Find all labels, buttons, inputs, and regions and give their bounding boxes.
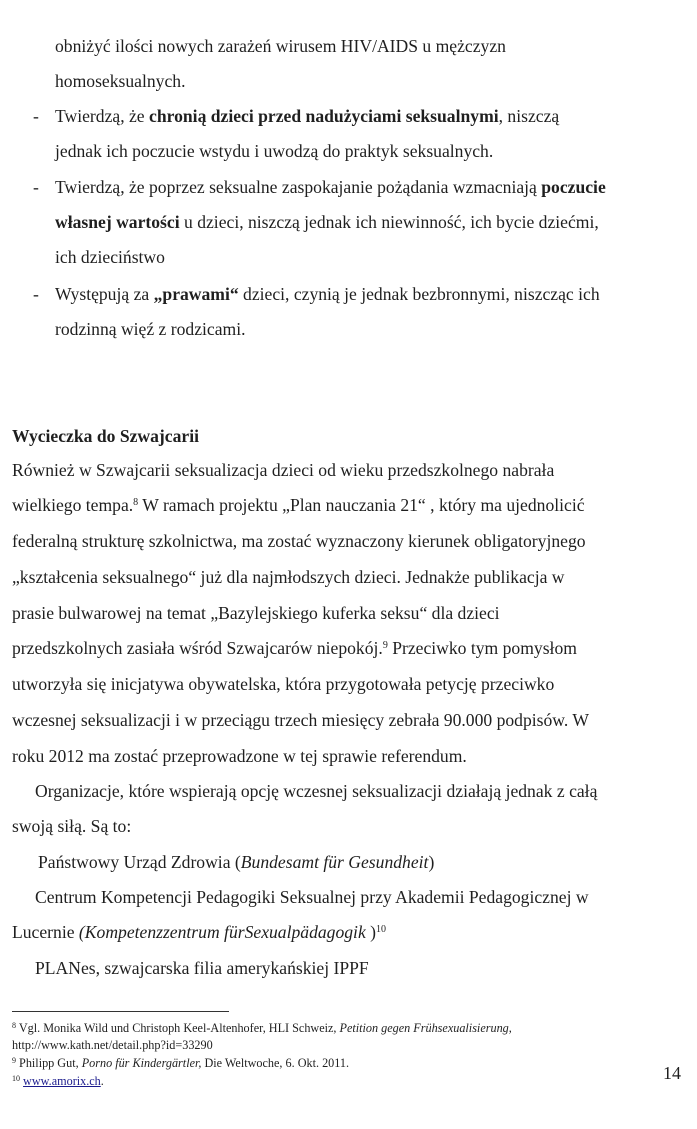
footnote-8 [12,1020,512,1036]
footnote-ref[interactable]: 9 [382,640,388,651]
text-run: Twierdzą, że [55,106,150,126]
paragraph-line: prasie bulwarowej na temat „Bazylejskiego kuferka seksu“ dla dzieci [12,603,500,623]
bold-text: własnej wartości [55,212,180,232]
paragraph-line: utworzyła się inicjatywa obywatelska, która przygotowała petycję przeciwko [12,674,555,694]
footnote-ref[interactable]: 8 [133,497,139,508]
paragraph-line: federalną strukturę szkolnictwa, ma zostać wyznaczony kierunek obligatoryjnego [12,531,586,551]
footnote-10 [12,1073,104,1089]
bold-text: „prawami“ [153,284,239,304]
text-run: Państwowy Urząd Zdrowia ( [38,852,241,872]
organization-item: PLANes, szwajcarska filia amerykańskiej IPPF [35,958,369,978]
bullet-item-2-line2 [55,211,599,233]
footnote-8-url: http://www.kath.net/detail.php?id=33290 [12,1038,213,1052]
paragraph-line [12,494,585,516]
footnote-separator [12,1011,229,1012]
text-run: Lucernie [12,922,79,942]
text-run: homoseksualnych. [55,71,186,91]
bullet-dash: - [33,284,39,304]
footnote-9 [12,1055,349,1071]
footnote-number: 9 [12,1056,16,1065]
paragraph-line: Również w Szwajcarii seksualizacja dzieci od wieku przedszkolnego nabrała [12,460,555,480]
amorix-link[interactable]: www.amorix.ch [23,1074,101,1088]
bold-text: poczucie [541,177,606,197]
bullet-item-2 [55,176,606,198]
italic-text: (Kompetenzzentrum fürSexualpädagogik [78,922,366,942]
paragraph-line: roku 2012 ma zostać przeprowadzone w tej sprawie referendum. [12,746,467,766]
text-run: ) [428,852,435,872]
text-run: jednak ich poczucie wstydu i uwodzą do praktyk seksualnych. [55,141,494,161]
bullet-item-1-line2 [55,140,493,162]
bullet-dash: - [33,177,39,197]
bullet-item-3-line2 [55,318,246,340]
footnote-ref[interactable]: 10 [376,924,387,935]
italic-text: Bundesamt für Gesundheit [240,852,429,872]
organization-item [38,851,434,873]
text-run: Występują za [55,284,154,304]
text-run: obniżyć ilości nowych zarażeń wirusem HIV/AIDS u mężczyzn [55,36,506,56]
bold-text: chronią dzieci przed nadużyciami seksualnymi [149,106,499,126]
text-run: Vgl. Monika Wild und Christoph Keel-Altenhofer, HLI Schweiz, [16,1021,340,1035]
footnote-number: 8 [12,1021,16,1030]
italic-text: Petition gegen Frühsexualisierung, [339,1021,512,1035]
text-run: W ramach projektu „Plan nauczania 21“ , który ma ujednolicić [138,495,585,515]
bullet-continuation-line [55,35,506,57]
bullet-item-3 [55,283,600,305]
paragraph-line: wczesnej seksualizacji i w przeciągu trzech miesięcy zebrała 90.000 podpisów. W [12,710,589,730]
text-run: dzieci, czynią je jednak bezbronnymi, niszcząc ich [238,284,600,304]
paragraph-line: „kształcenia seksualnego“ już dla najmłodszych dzieci. Jednakże publikacja w [12,567,565,587]
text-run: przedszkolnych zasiała wśród Szwajcarów niepokój. [12,638,383,658]
bullet-continuation-line [55,70,185,92]
footnote-number: 10 [12,1074,20,1083]
text-run: u dzieci, niszczą jednak ich niewinność, ich bycie dziećmi, [179,212,599,232]
text-run: Przeciwko tym pomysłom [387,638,577,658]
text-run: wielkiego tempa. [12,495,134,515]
bullet-item-2-line3 [55,246,165,268]
text-run: Philipp Gut, [16,1056,82,1070]
italic-text: Porno für Kindergärtler, [81,1056,202,1070]
section-heading: Wycieczka do Szwajcarii [12,426,199,446]
organization-item-line2 [12,921,386,943]
page-number: 14 [663,1063,681,1083]
text-run: , niszczą [498,106,560,126]
paragraph-line [12,637,577,659]
text-run: Twierdzą, że poprzez seksualne zaspokajanie pożądania wzmacniają [55,177,542,197]
text-run: ) [365,922,377,942]
paragraph-line: Organizacje, które wspierają opcję wczesnej seksualizacji działają jednak z całą [35,781,598,801]
text-run: ich dzieciństwo [55,247,165,267]
bullet-item-1 [55,105,559,127]
organization-item: Centrum Kompetencji Pedagogiki Seksualnej przy Akademii Pedagogicznej w [35,887,589,907]
text-run: rodzinną więź z rodzicami. [55,319,246,339]
bullet-dash: - [33,106,39,126]
paragraph-line: swoją siłą. Są to: [12,816,132,836]
text-run: . [100,1074,104,1088]
text-run: Die Weltwoche, 6. Okt. 2011. [201,1056,350,1070]
